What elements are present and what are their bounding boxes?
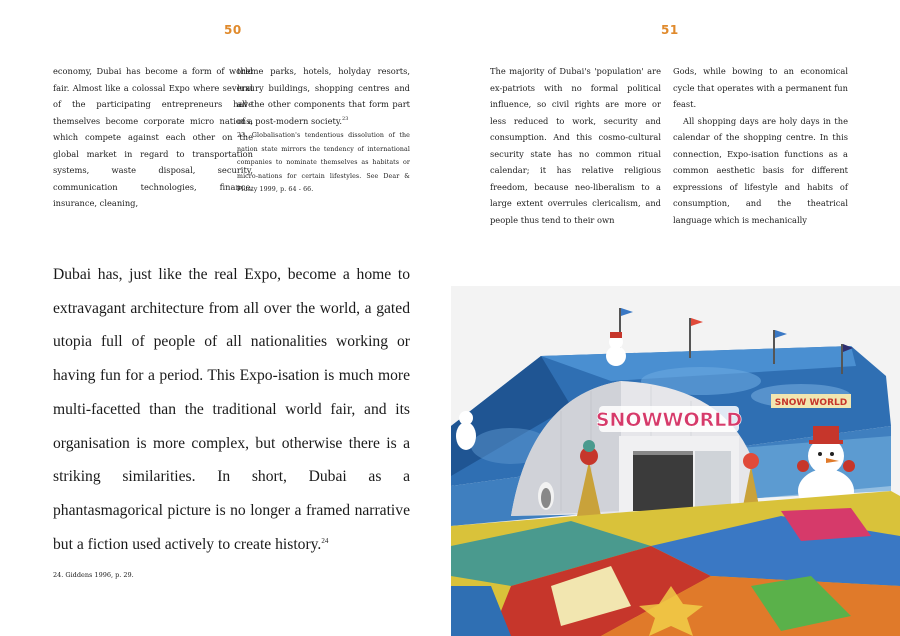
right-column-2 [673,63,848,228]
left-col2-text: theme parks, hotels, holyday resorts, luxury buildings, shopping centres and all the other components that form part of a post-modern society. [237,66,410,126]
right-col1-text: The majority of Dubai's 'population' are ex-patriots with no formal political influence, so civil rights are more or less reduced to work, security and consumption. And this cosmo-cultural security state has no common ritual calendar; it has relative religious freedom, because neo-liberalism to a large extent overrules clericalism, and people thus tend to their own [490,66,661,225]
page-number-right: 51 [661,23,679,37]
footnote-ref-23: 23 [342,115,349,122]
footnote-23: 23. Globalisation's tendentious dissolution of the nation state mirrors the tendency of international companies to nominate themselves as habitats or micro-nations for certain lifestyles. See Dear & Flusty 1999, p. 64 - 66. [237,132,410,193]
pull-quote [53,258,410,561]
main-sign: SNOWWORLD [595,409,743,431]
footnote-24: 24. Giddens 1996, p. 29. [53,571,134,579]
left-col1-text: economy, Dubai has become a form of world fair. Almost like a colossal Expo where several of the participating entrepreneurs have themselves become corporate micro nations, which compete against each other on the global market in regard to transportation systems, waste disposal, security, communication technologies, finance, insurance, cleaning, [53,66,253,208]
right-column-1 [490,63,661,228]
page-number-left: 50 [224,23,242,37]
pull-quote-text: Dubai has, just like the real Expo, become a home to extravagant architecture from all over the world, a gated utopia full of people of all nationalities working or having fun for a period. This Expo-isation is much more multi-facetted than the traditional world fair, and its organisation is more complex, but otherwise there is a striking similarities. In short, Dubai as a phantasmagorical picture is no longer a framed narrative but a fiction used actively to create history. [53,266,410,553]
left-column-1 [53,63,253,212]
snow-world-photo [451,286,900,636]
side-sign: SNOW WORLD [774,398,848,408]
left-column-2 [237,63,410,197]
left-col2-paragraph [237,63,410,129]
footnote-ref-24: 24 [321,536,329,545]
right-col2-paragraph-1: Gods, while bowing to an economical cycle that operates with a permanent fun feast. [673,66,848,109]
right-col2-paragraph-2: All shopping days are holy days in the calendar of the shopping centre. In this connection, Expo-isation functions as a common aesthetic basis for different expressions of lifestyle and habits of consumption, and the theatrical language which is mechanically [673,115,848,225]
